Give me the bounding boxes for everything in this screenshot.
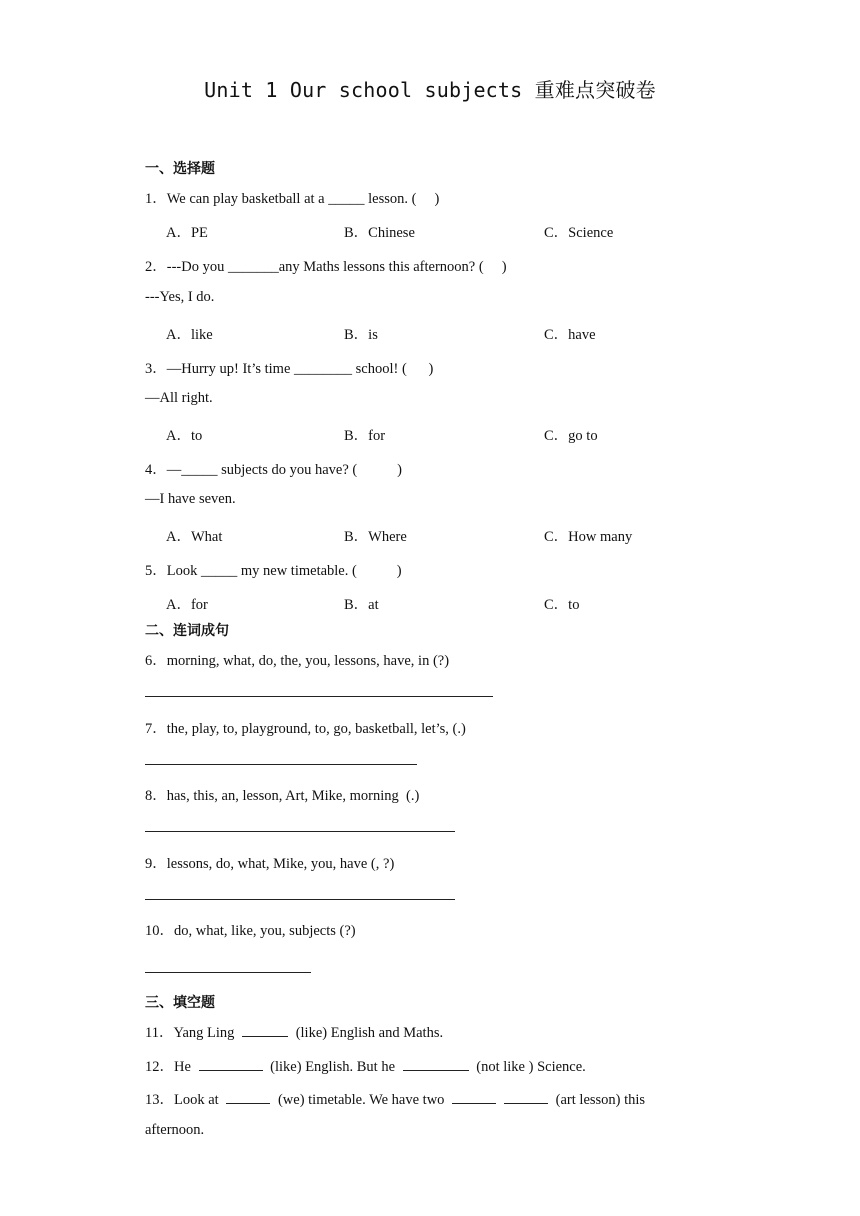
question-12-text-c: (not like ) Science. xyxy=(476,1059,586,1075)
question-7-answer-line[interactable] xyxy=(145,764,417,765)
question-9-prompt: 9．lessons, do, what, Mike, you, have (, ?) xyxy=(145,856,395,872)
question-13-text-b: (we) timetable. We have two xyxy=(277,1092,445,1108)
question-12 xyxy=(145,1055,586,1076)
question-9-answer-line[interactable] xyxy=(145,899,455,900)
question-3-option-c: C．go to xyxy=(544,428,598,444)
question-13-blank-2[interactable] xyxy=(452,1091,496,1104)
question-5-stem: 5．Look _____ my new timetable. ( ) xyxy=(145,563,402,579)
question-3-option-b: B．for xyxy=(344,428,386,444)
question-2-stem: 2．---Do you _______any Maths lessons this afternoon? ( ) xyxy=(145,259,507,275)
question-1-option-b: B．Chinese xyxy=(344,225,415,241)
question-12-text-b: (like) English. But he xyxy=(270,1059,396,1075)
question-5-option-c: C．to xyxy=(544,597,580,613)
question-5-option-a: A．for xyxy=(166,597,208,613)
question-12-text-a: 12．He xyxy=(145,1059,191,1075)
question-1-stem: 1．We can play basketball at a _____ lesson. ( ) xyxy=(145,191,440,207)
section-heading-sentence-building: 二、连词成句 xyxy=(145,623,229,639)
question-3-reply: —All right. xyxy=(145,390,213,406)
question-4-reply: —I have seven. xyxy=(145,491,236,507)
question-11 xyxy=(145,1021,443,1042)
question-13-blank-3[interactable] xyxy=(504,1091,548,1104)
question-13 xyxy=(145,1088,645,1109)
question-13-text-c: (art lesson) this xyxy=(555,1092,646,1108)
question-13-text-a: 13．Look at xyxy=(145,1092,219,1108)
question-11-text-a: 11．Yang Ling xyxy=(145,1025,235,1041)
question-8-answer-line[interactable] xyxy=(145,831,455,832)
question-6-answer-line[interactable] xyxy=(145,696,493,697)
question-11-blank[interactable] xyxy=(242,1024,288,1037)
question-7-prompt: 7．the, play, to, playground, to, go, basketball, let’s, (.) xyxy=(145,721,466,737)
question-4-stem: 4．—_____ subjects do you have? ( ) xyxy=(145,462,402,478)
question-10-answer-line[interactable] xyxy=(145,972,311,973)
question-3-stem: 3．—Hurry up! It’s time ________ school! ( ) xyxy=(145,361,434,377)
question-4-option-a: A．What xyxy=(166,529,223,545)
question-10-prompt: 10．do, what, like, you, subjects (?) xyxy=(145,923,356,939)
question-5-option-b: B．at xyxy=(344,597,379,613)
question-6-prompt: 6．morning, what, do, the, you, lessons, have, in (?) xyxy=(145,653,450,669)
question-8-prompt: 8．has, this, an, lesson, Art, Mike, morning (.) xyxy=(145,788,420,804)
question-2-option-a: A．like xyxy=(166,327,213,343)
question-12-blank-1[interactable] xyxy=(199,1058,263,1071)
question-2-option-c: C．have xyxy=(544,327,596,343)
question-2-reply: ---Yes, I do. xyxy=(145,289,215,305)
section-heading-choice: 一、选择题 xyxy=(145,161,215,177)
question-1-option-a: A．PE xyxy=(166,225,208,241)
question-11-text-b: (like) English and Maths. xyxy=(295,1025,444,1041)
question-2-option-b: B．is xyxy=(344,327,378,343)
question-4-option-c: C．How many xyxy=(544,529,633,545)
section-heading-fill-in: 三、填空题 xyxy=(145,995,215,1011)
question-4-option-b: B．Where xyxy=(344,529,407,545)
question-13-blank-1[interactable] xyxy=(226,1091,270,1104)
question-1-option-c: C．Science xyxy=(544,225,614,241)
question-13-continuation: afternoon. xyxy=(145,1122,205,1138)
question-3-option-a: A．to xyxy=(166,428,203,444)
page-title: Unit 1 Our school subjects 重难点突破卷 xyxy=(204,78,656,102)
question-12-blank-2[interactable] xyxy=(403,1058,469,1071)
